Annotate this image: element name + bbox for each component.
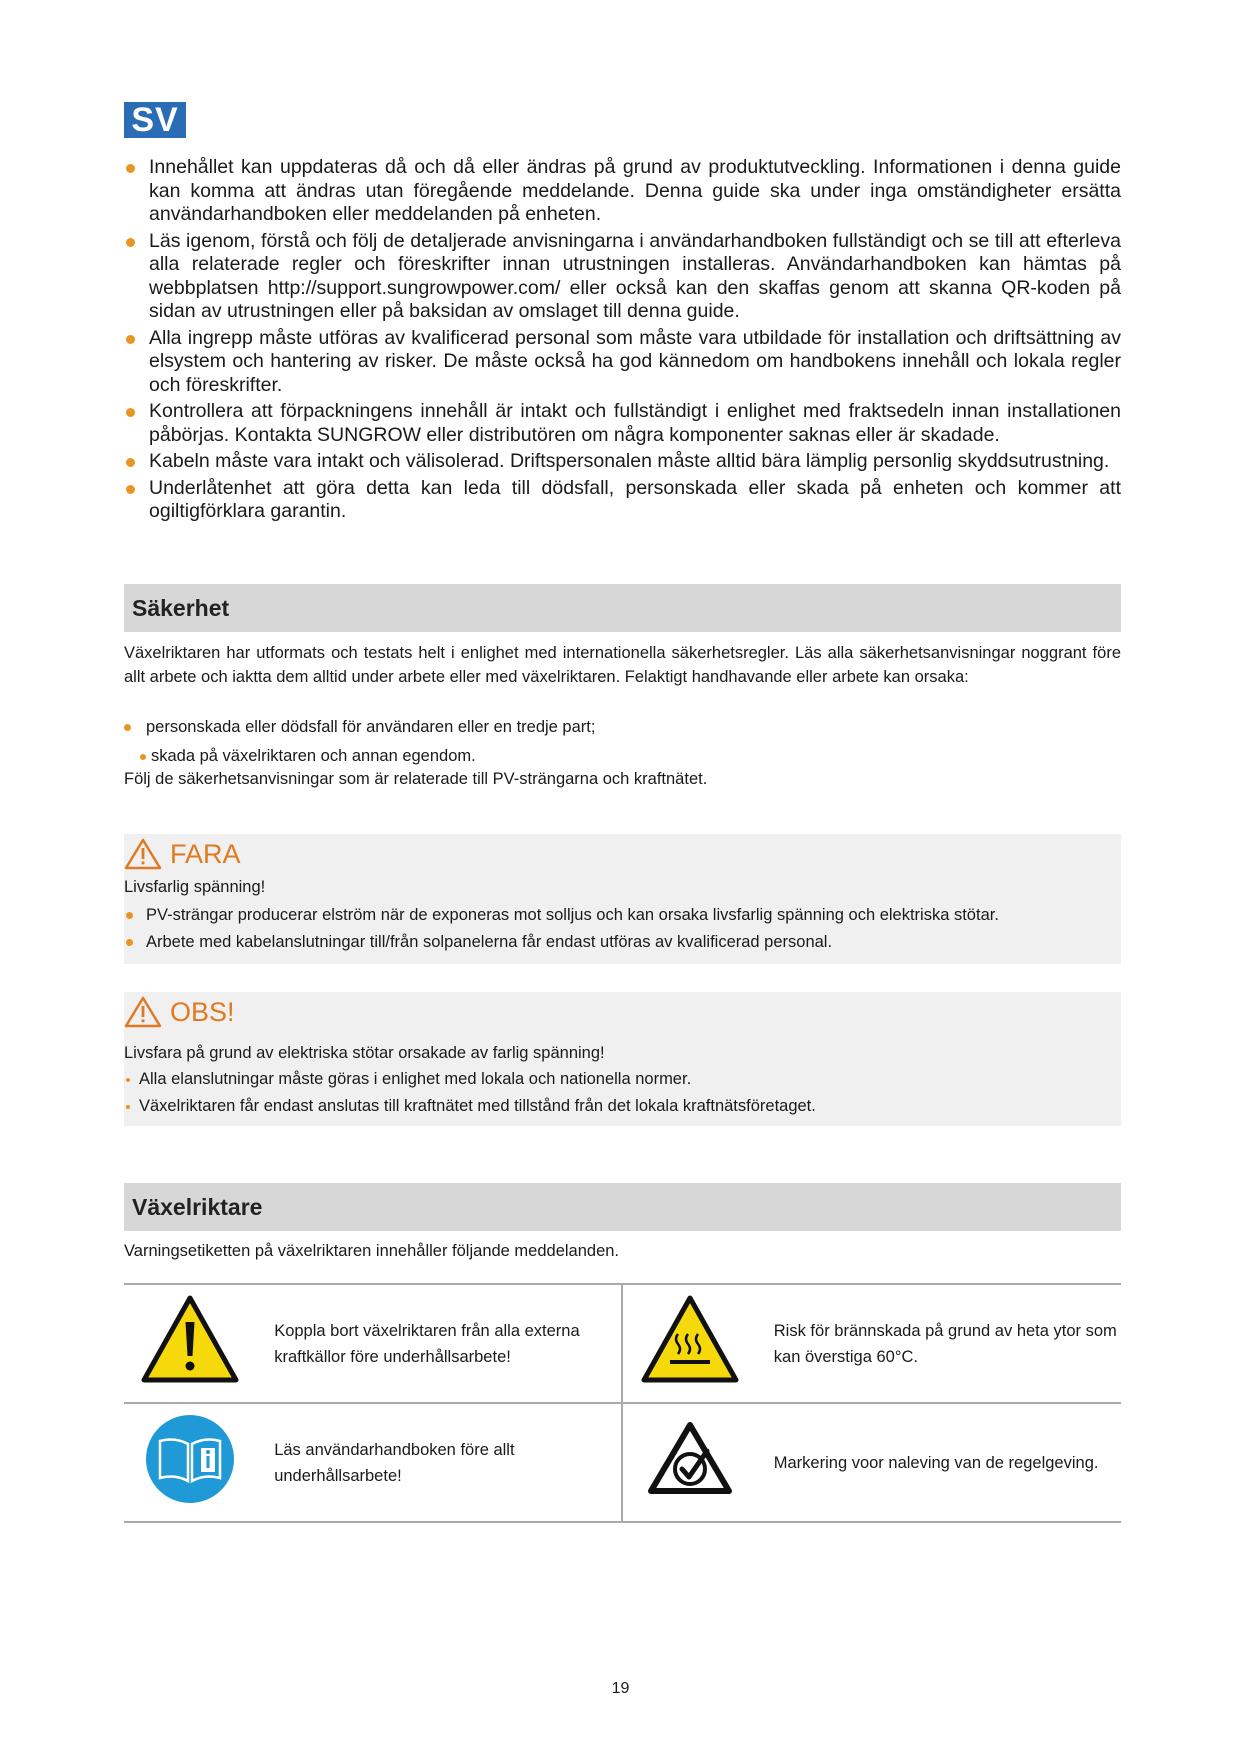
- exclamation-warning-icon: [140, 1294, 240, 1386]
- inverter-intro: Varningsetiketten på växelriktaren innehåller följande meddelanden.: [124, 1242, 620, 1260]
- safety-consequence-list: [124, 716, 1121, 768]
- warning-triangle-icon: [124, 996, 162, 1028]
- intro-bullet: Alla ingrepp måste utföras av kvalificerad personal som måste vara utbildade för installation och driftsättning av elsystem och hantering av risker. De måste också ha god kännedom om handbokens innehåll och lokala regler och föreskrifter.: [124, 327, 1121, 398]
- notice-lead: Livsfara på grund av elektriska stötar orsakade av farlig spänning!: [124, 1044, 605, 1062]
- intro-bullet-list: [124, 156, 1121, 527]
- notice-title-row: [124, 996, 235, 1028]
- label-icon-cell: [622, 1403, 755, 1522]
- safety-heading: Säkerhet: [132, 595, 230, 621]
- bullet-dot-icon: [140, 754, 146, 760]
- intro-bullet: Kabeln måste vara intakt och välisolerad. Driftspersonalen måste alltid bära lämplig personlig skyddsutrustning.: [124, 450, 1121, 474]
- bullet-dot-icon: [126, 1078, 130, 1082]
- label-text-cell: Markering voor naleving van de regelgeving.: [756, 1403, 1121, 1522]
- hot-surface-warning-icon: [640, 1294, 740, 1386]
- notice-title: OBS!: [170, 997, 235, 1027]
- intro-bullet: Läs igenom, förstå och följ de detaljerade anvisningarna i användarhandboken fullständigt och se till att efterleva alla relaterade regler och föreskrifter innan utrustningen installeras. Användarhandboken kan hämtas på webbplatsen http://support.sungrowpower.com/ eller också kan den skaffas genom att skanna QR-koden på sidan av utrustningen eller på baksidan av omslaget till denna guide.: [124, 230, 1121, 324]
- danger-list: [124, 904, 1114, 958]
- warning-triangle-icon: [124, 838, 162, 870]
- bullet-dot-icon: [126, 485, 135, 494]
- danger-title-row: [124, 838, 241, 870]
- label-text-cell: Koppla bort växelriktaren från alla externa kraftkällor före underhållsarbete!: [256, 1284, 622, 1403]
- inverter-section-bar: [124, 1183, 1121, 1231]
- intro-bullet: Kontrollera att förpackningens innehåll är intakt och fullständigt i enlighet med fraktsedeln innan installationen påbörjas. Kontakta SUNGROW eller distributören om några komponenter saknas eller är skadade.: [124, 400, 1121, 447]
- bullet-dot-icon: [126, 1105, 130, 1109]
- read-manual-icon: [142, 1411, 238, 1507]
- bullet-dot-icon: [126, 408, 135, 417]
- danger-item: Arbete med kabelanslutningar till/från solpanelerna får endast utföras av kvalificerad personal.: [124, 931, 1114, 953]
- safety-follow-text: Följ de säkerhetsanvisningar som är relaterade till PV-strängarna och kraftnätet.: [124, 770, 708, 788]
- bullet-dot-icon: [126, 335, 135, 344]
- label-icon-cell: [124, 1403, 256, 1522]
- safety-item: skada på växelriktaren och annan egendom.: [124, 745, 1121, 768]
- label-row: [124, 1403, 1121, 1522]
- warning-label-table: [124, 1283, 1121, 1523]
- danger-lead: Livsfarlig spänning!: [124, 878, 266, 896]
- label-row: [124, 1284, 1121, 1403]
- intro-bullet: Innehållet kan uppdateras då och då eller ändras på grund av produktutveckling. Informationen i denna guide kan komma att ändras utan föregående meddelande. Denna guide ska under inga omständigheter ersätta användarhandboken eller meddelanden på enheten.: [124, 156, 1121, 227]
- label-icon-cell: [124, 1284, 256, 1403]
- safety-paragraph: Växelriktaren har utformats och testats helt i enlighet med internationella säkerhetsregler. Läs alla säkerhetsanvisningar noggrant före allt arbete och iaktta dem alltid under arbete eller med växelriktaren. Felaktigt handhavande eller arbete kan orsaka:: [124, 644, 1121, 686]
- rcm-mark-icon: [645, 1419, 735, 1499]
- notice-item: Alla elanslutningar måste göras i enlighet med lokala och nationella normer.: [124, 1068, 1114, 1090]
- safety-item: personskada eller dödsfall för användaren eller en tredje part;: [124, 716, 1121, 739]
- danger-title: FARA: [170, 839, 241, 869]
- notice-box: [124, 992, 1121, 1126]
- danger-box: [124, 834, 1121, 964]
- bullet-dot-icon: [124, 724, 131, 731]
- label-text-cell: Risk för brännskada på grund av heta ytor som kan överstiga 60°C.: [756, 1284, 1121, 1403]
- bullet-dot-icon: [126, 238, 135, 247]
- bullet-dot-icon: [126, 164, 135, 173]
- bullet-dot-icon: [126, 458, 135, 467]
- notice-item: Växelriktaren får endast anslutas till kraftnätet med tillstånd från det lokala kraftnätsföretaget.: [124, 1095, 1114, 1117]
- inverter-heading: Växelriktare: [132, 1194, 263, 1220]
- label-icon-cell: [622, 1284, 755, 1403]
- intro-bullet: Underlåtenhet att göra detta kan leda till dödsfall, personskada eller skada på enheten och kommer att ogiltigförklara garantin.: [124, 477, 1121, 524]
- page-number: 19: [611, 1680, 630, 1697]
- safety-section-bar: [124, 584, 1121, 632]
- danger-item: PV-strängar producerar elström när de exponeras mot solljus och kan orsaka livsfarlig spänning och elektriska stötar.: [124, 904, 1114, 926]
- notice-list: [124, 1068, 1114, 1122]
- language-badge: SV: [124, 102, 186, 138]
- label-text-cell: Läs användarhandboken före allt underhållsarbete!: [256, 1403, 622, 1522]
- bullet-dot-icon: [126, 939, 133, 946]
- bullet-dot-icon: [126, 912, 133, 919]
